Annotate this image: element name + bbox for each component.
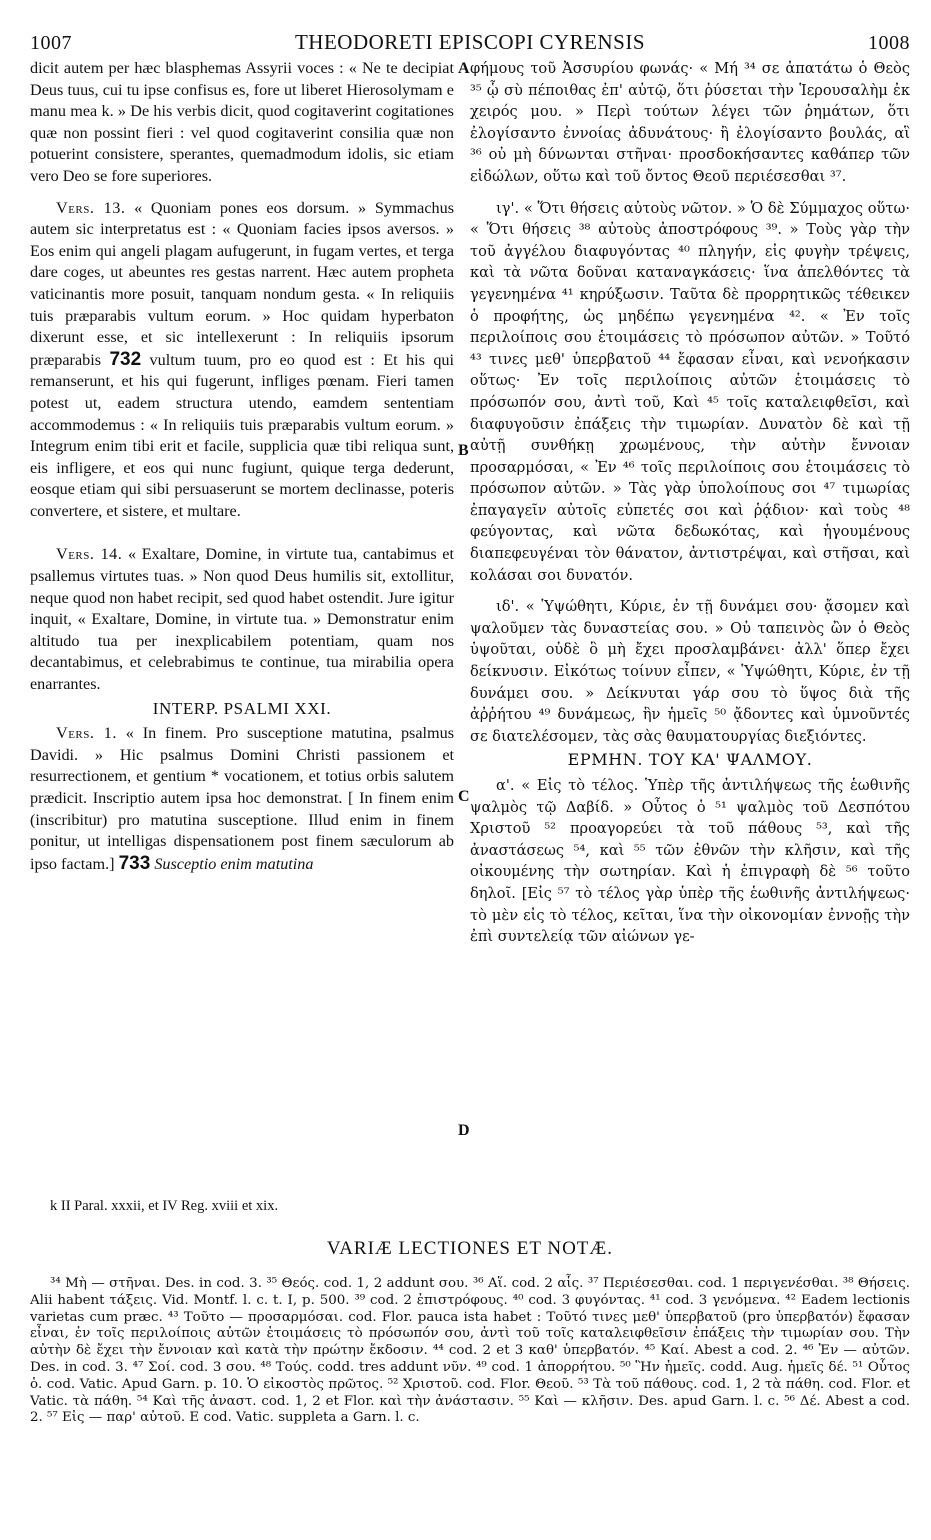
page-number-right: 1008 <box>868 32 910 54</box>
latin-text: « Exaltare, Domine, in virtute tua, cantabimus et psallemus virtutes tuas. » Non quod Deus humilis sit, extollitur, neque quod non habet recipit, sed quod habet ostendit. Jure igitur inquit, « Exaltare, Domine, in virtute tua. » Demonstratur enim altitudo tua per inexplicabilem potentiam, quam nos decantabimus, et celebrabimus te continue, tua mirabilia opera enarrantes. <box>30 545 454 694</box>
latin-text: « Quoniam pones eos dorsum. » Symmachus autem sic interpretatus est : « Quoniam facies ipsos aversos. » Eos enim qui angeli plagam aufugerunt, in fugam vertes, et terga dare coges, ut abeuntes res gestas narrent. Hæc autem propheta vaticinantis more posuit, tanquam nondum gesta. « In reliquiis tuis præparabis vultum eorum. » Hoc quidam hyperbaton dixerunt esse, et sic intellexerunt : In reliquiis ipsorum præparabis <box>30 198 454 369</box>
margin-letter-d: D <box>458 1122 470 1139</box>
latin-column <box>30 58 454 875</box>
greek-paragraph-3: ιδ'. « Ὑψώθητι, Κύριε, ἐν τῇ δυνάμει σου· ᾄσομεν καὶ ψαλοῦμεν τὰς δυναστείας σου. » Οὐ ταπεινὸς ὢν ὁ Θεὸς ὑψοῦται, οὐδὲ ὃ μὴ ἔχει προσλαμβάνει· ἀλλ' ὅπερ ἔχει δείκνυσιν. Εἰκότως τοίνυν εἶπεν, « Ὑψώθητι, Κύριε, ἐν τῇ δυνάμει σου. » Δείκνυται γάρ σου τὸ ὕψος διὰ τῆς ἀῤῥήτου ⁴⁹ δυνάμεως, ἣν ἡμεῖς ⁵⁰ ᾄδοντες καὶ ὑμνοῦντές σε διατελέσομεν, τὰς σὰς θαυματουργίας διεξιόντες. <box>470 598 910 745</box>
greek-paragraph-1: φήμους τοῦ Ἀσσυρίου φωνάς· « Μή ³⁴ σε ἀπατάτω ὁ Θεὸς ³⁵ ᾧ σὺ πέποιθας ἐπ' αὐτῷ, ὅτι ῥύσεται τὴν Ἱερουσαλὴμ ἐκ χειρός μου. » Περὶ τούτων λέγει τῶν ῥημάτων, ὅτι ἐλογίσαντο ἐννοίας ἀδυνάτους· ἢ ἐλογίσαντο βουλάς, αἳ ³⁶ οὐ μὴ δύνωνται στῆναι· προσδοκήσαντες καθάπερ τῶν εἰδώλων, οὕτω καὶ τοῦ ὄντος Θεοῦ περιέσεσθαι ³⁷. <box>470 60 910 185</box>
margin-letter-a: A <box>458 60 470 77</box>
margin-letter-c: C <box>458 788 470 805</box>
notes-title: VARIÆ LECTIONES ET NOTÆ. <box>326 1238 614 1259</box>
margin-letter-b: B <box>458 442 469 459</box>
greek-section-title: ΕΡΜΗΝ. ΤΟΥ ΚΑ' ΨΑΛΜΟΥ. <box>567 750 813 770</box>
latin-text: vultum tuum, pro eo quod est : Et his qui remanserunt, et his qui fugerunt, infliges pœnam. Fieri tamen potest ut, eadem structura utendo, eamdem sententiam accommodemus : « In reliquiis tuis præparabis vultum eorum. » Integrum enim tibi erit et facile, supplicia quæ tibi reliqua sunt, eis infligere, et eos qui nunc fugiunt, quique terga dederunt, eosque etiam qui sibi persuaserunt se mortem declinasse, poteris convertere, et sistere, et multare. <box>30 350 455 520</box>
column-number: 732 <box>109 348 142 370</box>
verse-label: Vers. 14. <box>56 545 123 564</box>
latin-paragraph-3 <box>30 544 454 695</box>
running-title: THEODORETI EPISCOPI CYRENSIS <box>294 30 646 54</box>
footnote: k II Paral. xxxii, et IV Reg. xviii et xix. <box>50 1198 279 1214</box>
page-number-left: 1007 <box>30 32 72 54</box>
latin-section-title: INTERP. PSALMI XXI. <box>152 698 332 718</box>
latin-paragraph-1: dicit autem per hæc blasphemas Assyrii voces : « Ne te decipiat Deus tuus, cui tu ipse confisus es, fore ut liberet Hierosolymam e manu mea k. » De his verbis dicit, quod cogitaverint cogitationes quæ non possint fieri : vel quod cogitaverint consilia quæ non potuerint consistere, sperantes, quemadmodum idolis, sic etiam vero Deo se fore superiores. <box>30 59 454 185</box>
page <box>30 28 910 1518</box>
verse-label: Vers. 1. <box>56 724 117 743</box>
latin-text: « In finem. Pro susceptione matutina, psalmus Davidi. » Hic psalmus Domini Christi passionem et resurrectionem, et gentium * vocationem, et totius orbis salutem prædicit. Inscriptio autem ipsa hoc demonstrat. [ In finem enim (inscribitur) pro matutina susceptione. Illud enim in finem ponitur, ut intelligas dispensationem post finem sæculorum ab ipso factam.] <box>30 724 455 873</box>
greek-column <box>470 58 910 948</box>
latin-paragraph-2 <box>30 198 454 523</box>
latin-paragraph-4 <box>30 723 454 875</box>
column-number: 733 <box>118 852 151 874</box>
verse-label: Vers. 13. <box>56 198 126 217</box>
running-head <box>30 28 910 58</box>
notes-text: ³⁴ Μὴ — στῆναι. Des. in cod. 3. ³⁵ Θεός. cod. 1, 2 addunt σου. ³⁶ Αἵ. cod. 2 αἷς. ³⁷ Περιέσεσθαι. cod. 1 περιγενέσθαι. ³⁸ Θήσεις. Alii habent τάξεις. Vid. Montf. l. c. t. I, p. 500. ³⁹ cod. 2 ἐπιστρόφους. ⁴⁰ cod. 3 φυγόντας. ⁴¹ cod. 3 γενόμενα. ⁴² Eadem lectionis varietas cum præc. ⁴³ Τοῦτο — προσαρμόσαι. cod. Flor. pauca ista habet : Τοῦτό τινες μεθ' ὑπερβατοῦ (pro ὑπερβατόν) ἔφασαν εἶναι, ἐν τοῖς περιλοίποις αὐτῶν ἑτοιμάσεις τὸ πρόσωπόν σου, ἀντὶ τοῦ τοῖς καταλειφθεῖσιν ἐπάξεις τὴν τιμωρίαν σου. Τὴν αὐτὴν δὲ ἔχει τὴν ἔννοιαν καὶ κατὰ τὴν πρώτην ἔκδοσιν. ⁴⁴ cod. 2 et 3 καθ' ὑπερβατόν. ⁴⁵ Καί. Abest a cod. 2. ⁴⁶ Ἐν — αὐτῶν. Des. in cod. 3. ⁴⁷ Σοί. cod. 3 σου. ⁴⁸ Τούς. codd. tres addunt νῦν. ⁴⁹ cod. 1 ἀπορρήτου. ⁵⁰ Ἣν ἡμεῖς. codd. Aug. ἡμεῖς δέ. ⁵¹ Οὗτος ὁ. cod. Vatic. Apud Garn. p. 10. Ὁ εἰκοστὸς πρῶτος. ⁵² Χριστοῦ. cod. Flor. Θεοῦ. ⁵³ Τὰ τοῦ πάθους. cod. 1, 2 τὰ πάθη. cod. Flor. et Vatic. τὰ πάθη. ⁵⁴ Καὶ τῆς ἀναστ. cod. 1, 2 et Flor. καὶ τὴν ἀνάστασιν. ⁵⁵ Καὶ — κλῆσιν. Des. apud Garn. l. c. ⁵⁶ Δέ. Abest a cod. 2. ⁵⁷ Εἰς — παρ' αὐτοῦ. E cod. Vatic. suppleta a Garn. l. c. <box>30 1276 910 1426</box>
greek-paragraph-2: ιγ'. « Ὅτι θήσεις αὐτοὺς νῶτον. » Ὁ δὲ Σύμμαχος οὕτω· « Ὅτι θήσεις ³⁸ αὐτοὺς ἀποστρόφους ³⁹. » Τοὺς γὰρ τὴν τοῦ ἀγγέλου διαφυγόντας ⁴⁰ πληγήν, εἰς φυγὴν τρέψεις, καὶ τὰ νῶτα δοῦναι καταναγκάσεις· ἵνα ἀπελθόντες τὰ γεγενημένα ⁴¹ κηρύξωσιν. Ταῦτα δὲ προρρητικῶς τέθεικεν ὁ προφήτης, ὡς μηδέπω γεγενημένα ⁴². « Ἐν τοῖς περιλοίποις σου ἑτοιμάσεις τὸ πρόσωπον αὐτῶν. » Τοῦτό ⁴³ τινες μεθ' ὑπερβατοῦ ⁴⁴ ἔφασαν εἶναι, καὶ νενοήκασιν οὕτως· Ἐν τοῖς περιλοίποις αὐτῶν ἑτοιμάσεις τὸ πρόσωπόν σου, ἀντὶ τοῦ, Καὶ ⁴⁵ τοῖς καταλειφθεῖσι, καὶ διαφυγοῦσιν ἐπάξεις τὴν τιμωρίαν. Δυνατὸν δὲ καὶ τῇ αὐτῇ συνθήκῃ χρωμένους, τὴν αὐτὴν ἔννοιαν προσαρμόσαι, « Ἐν ⁴⁶ τοῖς περιλοίποις σου ἑτοιμάσεις τὸ πρόσωπον αὐτῶν. » Τὰς γὰρ ὑπολοίπους σοι ⁴⁷ τιμωρίας ἐπαγαγεῖν αὐτοῖς εὐπετές σοι καὶ ῥᾴδιον· καὶ τοὺς ⁴⁸ φεύγοντας, καὶ νῶτα δεδωκότας, καὶ ἡγουμένους διαπεφευγέναι τὸν θάνατον, ἀντιστρέψαι, καὶ στῆσαι, καὶ κολάσαι σοι δυνατόν. <box>470 199 910 584</box>
notes-block <box>30 1276 910 1427</box>
latin-text: Susceptio enim matutina <box>154 854 314 873</box>
greek-paragraph-4: α'. « Εἰς τὸ τέλος. Ὑπὲρ τῆς ἀντιλήψεως τῆς ἑωθινῆς ψαλμὸς τῷ Δαβίδ. » Οὗτος ὁ ⁵¹ ψαλμὸς τοῦ Δεσπότου Χριστοῦ ⁵² προαγορεύει τὰ τοῦ πάθους ⁵³, καὶ τῆς ἀναστάσεως ⁵⁴, καὶ ⁵⁵ τῶν ἐθνῶν τὴν κλῆσιν, καὶ τῆς οἰκουμένης τὴν σωτηρίαν. Καὶ ἡ ἐπιγραφὴ δὲ ⁵⁶ τοῦτο δηλοῖ. [Εἰς ⁵⁷ τὸ τέλος γὰρ ὑπὲρ τῆς ἑωθινῆς ἀντιλήψεως· τὸ μὲν εἰς τὸ τέλος, κεῖται, ἵνα τὴν οἰκονομίαν ἐννοῇς τὴν ἐπὶ συντελείᾳ τῶν αἰώνων γε- <box>470 777 910 946</box>
